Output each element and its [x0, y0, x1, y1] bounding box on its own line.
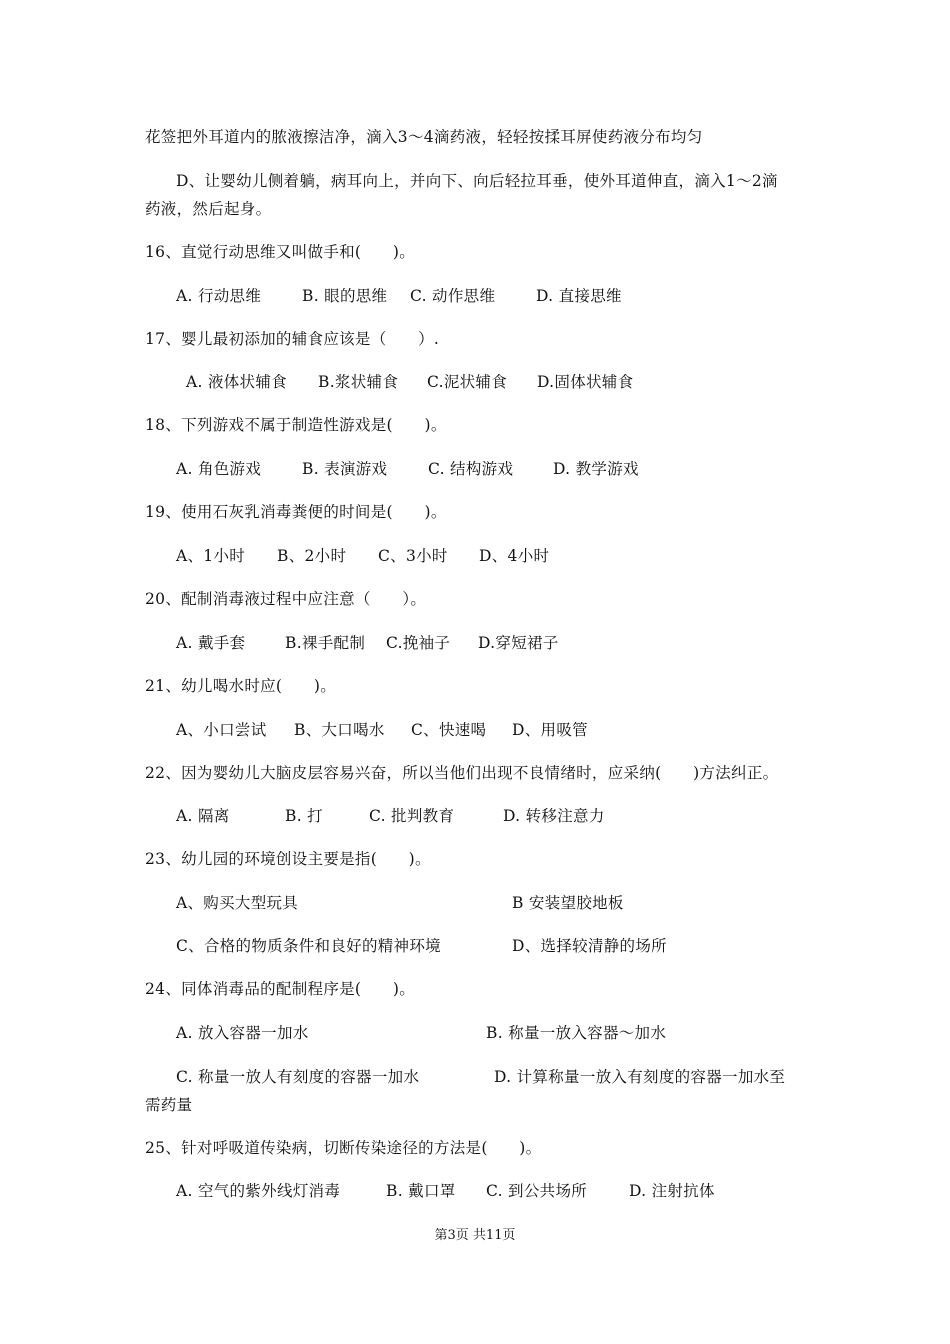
text-line: 药液，然后起身。 [145, 200, 272, 218]
option-16c: C. 动作思维 [410, 287, 496, 305]
question-23: 23、幼儿园的环境创设主要是指( )。 [145, 850, 431, 868]
question-25: 25、针对呼吸道传染病，切断传染途径的方法是( )。 [145, 1139, 542, 1157]
option-24d: D. 计算称量一放入有刻度的容器一加水至 [494, 1068, 786, 1086]
option-24c: C. 称量一放人有刻度的容器一加水 [176, 1068, 420, 1086]
option-16d: D. 直接思维 [536, 287, 622, 305]
question-18: 18、下列游戏不属于制造性游戏是( )。 [145, 416, 447, 434]
text-line: D、让婴幼儿侧着躺，病耳向上，并向下、向后轻拉耳垂，使外耳道伸直，滴入1～2滴 [176, 172, 778, 190]
option-23b: B 安装望胶地板 [512, 894, 624, 912]
option-22b: B. 打 [285, 807, 323, 825]
option-19c: C、3小时 [378, 547, 448, 565]
option-20d: D.穿短裙子 [478, 634, 559, 652]
option-21c: C、快速喝 [411, 721, 487, 739]
option-23d: D、选择较清静的场所 [512, 937, 667, 955]
option-18a: A. 角色游戏 [176, 460, 262, 478]
option-18c: C. 结构游戏 [428, 460, 514, 478]
question-22: 22、因为婴幼儿大脑皮层容易兴奋，所以当他们出现不良情绪时，应采纳( )方法纠正。 [145, 764, 779, 782]
option-18d: D. 教学游戏 [553, 460, 639, 478]
option-21d: D、用吸管 [512, 721, 588, 739]
option-21b: B、大口喝水 [294, 721, 385, 739]
option-19a: A、1小时 [176, 547, 246, 565]
question-19: 19、使用石灰乳消毒粪便的时间是( )。 [145, 503, 447, 521]
option-22a: A. 隔离 [176, 807, 230, 825]
option-20a: A. 戴手套 [176, 634, 246, 652]
option-25d: D. 注射抗体 [629, 1182, 715, 1200]
option-24a: A. 放入容器一加水 [176, 1024, 309, 1042]
question-21: 21、幼儿喝水时应( )。 [145, 677, 337, 695]
option-20c: C.挽袖子 [386, 634, 451, 652]
option-17d: D.固体状辅食 [537, 373, 634, 391]
option-25a: A. 空气的紫外线灯消毒 [176, 1182, 341, 1200]
option-25b: B. 戴口罩 [386, 1182, 456, 1200]
option-19d: D、4小时 [479, 547, 550, 565]
option-21a: A、小口尝试 [176, 721, 267, 739]
option-17c: C.泥状辅食 [427, 373, 508, 391]
question-24: 24、同体消毒品的配制程序是( )。 [145, 980, 416, 998]
option-20b: B.裸手配制 [285, 634, 366, 652]
question-17: 17、婴儿最初添加的辅食应该是（ ）. [145, 330, 440, 348]
option-24d-continuation: 需药量 [145, 1096, 193, 1114]
option-24b: B. 称量一放入容器～加水 [486, 1024, 667, 1042]
option-17a: A. 液体状辅食 [186, 373, 287, 391]
option-17b: B.浆状辅食 [318, 373, 399, 391]
question-16: 16、直觉行动思维又叫做手和( )。 [145, 243, 416, 261]
page-footer: 第3页 共11页 [434, 1228, 516, 1243]
text-line: 花签把外耳道内的脓液擦洁净，滴入3～4滴药液，轻轻按揉耳屏使药液分布均匀 [145, 128, 703, 146]
question-20: 20、配制消毒液过程中应注意（ ）。 [145, 590, 427, 608]
option-16a: A. 行动思维 [176, 287, 262, 305]
option-19b: B、2小时 [277, 547, 347, 565]
option-22c: C. 批判教育 [369, 807, 455, 825]
option-23c: C、合格的物质条件和良好的精神环境 [176, 937, 441, 955]
option-25c: C. 到公共场所 [486, 1182, 588, 1200]
option-16b: B. 眼的思维 [302, 287, 388, 305]
option-18b: B. 表演游戏 [302, 460, 388, 478]
option-23a: A、购买大型玩具 [176, 894, 299, 912]
option-22d: D. 转移注意力 [503, 807, 605, 825]
